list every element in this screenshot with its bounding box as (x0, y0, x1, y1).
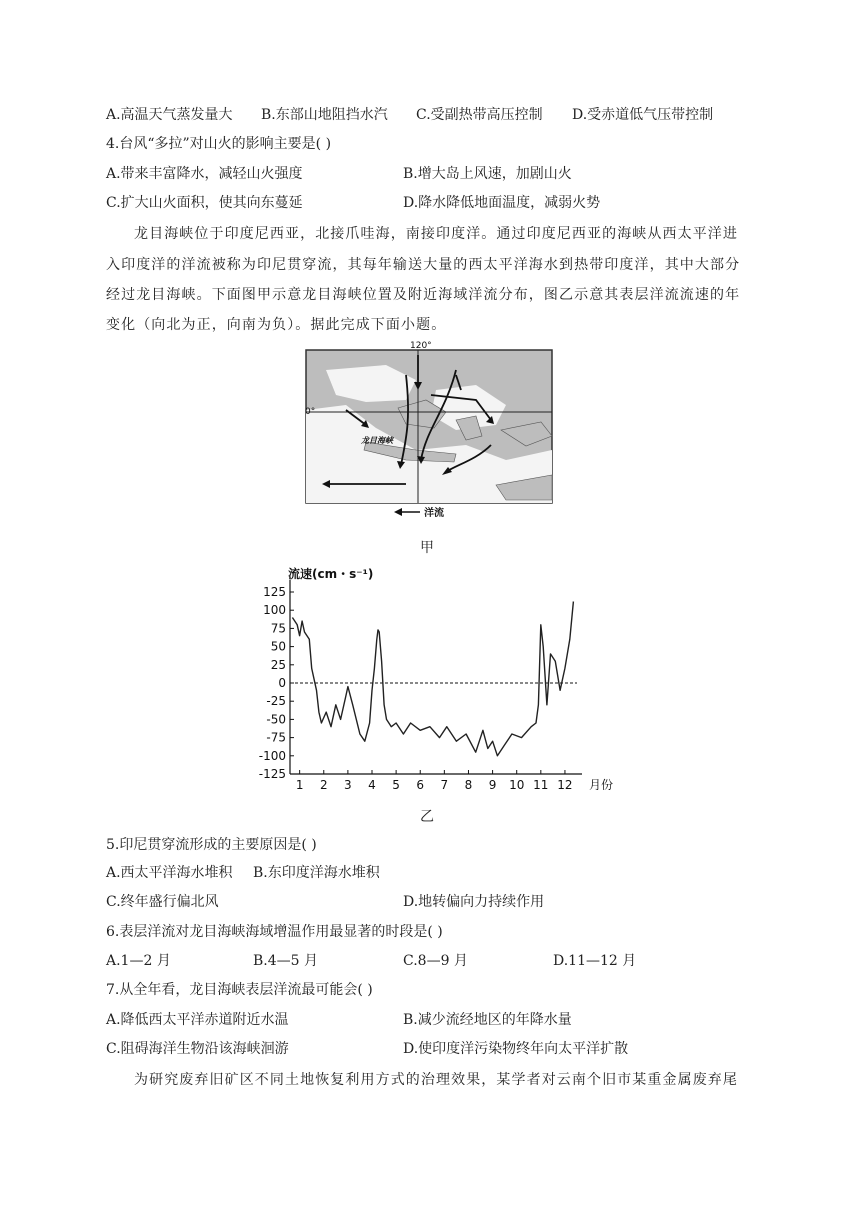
passage-line-1: 龙目海峡位于印度尼西亚，北接爪哇海，南接印度洋。通过印度尼西亚的海峡从西太平洋进 (134, 226, 738, 242)
passage-line-4: 变化（向北为正，向南为负）。据此完成下面小题。 (106, 317, 447, 333)
passage-line-2: 入印度洋的洋流被称为印尼贯穿流，其每年输送大量的西太平洋海水到热带印度洋，其中大部分 (106, 257, 741, 273)
series-line (292, 602, 573, 756)
y-tick-label: -75 (266, 730, 286, 745)
x-tick-label: 12 (557, 778, 573, 792)
q7-stem: 7.从全年看，龙目海峡表层洋流最可能会( ) (106, 982, 373, 998)
map-lon-label: 120° (410, 341, 432, 351)
q4-stem: 4.台风“多拉”对山火的影响主要是( ) (106, 136, 332, 152)
x-tick-label: 8 (464, 778, 473, 792)
x-tick-label: 1 (295, 778, 304, 792)
q6-stem: 6.表层洋流对龙目海峡海域增温作用最显著的时段是( ) (106, 924, 443, 940)
y-tick-label: -25 (266, 694, 286, 709)
q5-stem: 5.印尼贯穿流形成的主要原因是( ) (106, 837, 317, 853)
y-tick-label: 75 (270, 621, 286, 636)
q5-option-c: C.终年盛行偏北风 (106, 894, 219, 910)
q5-option-a: A.西太平洋海水堆积 (106, 865, 233, 881)
next-passage-line: 为研究废弃旧矿区不同土地恢复利用方式的治理效果，某学者对云南个旧市某重金属废弃尾 (134, 1072, 738, 1088)
x-tick-label: 9 (488, 778, 497, 792)
q7-option-b: B.减少流经地区的年降水量 (403, 1012, 572, 1028)
y-tick-label: 50 (270, 639, 286, 654)
y-tick-label: -50 (266, 712, 286, 727)
map-strait-label: 龙目海峡 (361, 435, 393, 445)
q7-option-d: D.使印度洋污染物终年向太平洋扩散 (403, 1041, 629, 1057)
q6-option-d: D.11—12 月 (553, 953, 637, 969)
ocean-current-map (305, 341, 552, 503)
x-tick-label: 3 (344, 778, 352, 792)
q6-option-a: A.1—2 月 (106, 953, 171, 969)
q4-option-a: A.带来丰富降水，减轻山火强度 (106, 166, 303, 182)
x-tick-label: 10 (509, 778, 525, 792)
chart-caption: 乙 (420, 809, 434, 825)
y-tick-label: -125 (258, 767, 286, 781)
y-tick-label: 25 (270, 657, 286, 672)
y-tick-label: 0 (278, 676, 286, 690)
x-tick-label: 11 (533, 778, 549, 792)
q6-option-b: B.4—5 月 (253, 953, 319, 969)
q4-option-c: C.扩大山火面积，使其向东蔓延 (106, 195, 303, 211)
q7-option-c: C.阻碍海洋生物沿该海峡洄游 (106, 1041, 289, 1057)
map-caption: 甲 (420, 540, 434, 556)
x-tick-label: 5 (392, 778, 400, 792)
map-legend (390, 504, 480, 520)
map-lat-label: 0° (305, 407, 316, 417)
y-tick-label: -100 (258, 748, 286, 763)
q7-option-a: A.降低西太平洋赤道附近水温 (106, 1012, 289, 1028)
q6-option-c: C.8—9 月 (403, 953, 468, 969)
q5-option-b: B.东印度洋海水堆积 (253, 865, 380, 881)
q4-option-b: B.增大岛上风速，加剧山火 (403, 166, 572, 182)
x-tick-label: 6 (416, 778, 425, 792)
q4-option-d: D.降水降低地面温度，减弱火势 (403, 195, 601, 211)
x-tick-label: 2 (319, 778, 328, 792)
q5-option-d: D.地转偏向力持续作用 (403, 894, 545, 910)
passage-line-3: 经过龙目海峡。下面图甲示意龙目海峡位置及附近海域洋流分布，图乙示意其表层洋流流速的年 (106, 287, 741, 303)
current-speed-chart (252, 562, 612, 802)
q3-option-b: B.东部山地阻挡水汽 (261, 107, 388, 123)
q3-option-d: D.受赤道低气压带控制 (572, 107, 714, 123)
q3-option-c: C.受副热带高压控制 (416, 107, 543, 123)
q3-option-a: A.高温天气蒸发量大 (106, 107, 233, 123)
x-axis-label: 月份 (589, 778, 614, 792)
y-tick-label: 100 (263, 603, 286, 618)
y-tick-label: 125 (263, 585, 286, 599)
x-tick-label: 7 (440, 778, 449, 792)
x-tick-label: 4 (368, 778, 376, 792)
map-legend-label: 洋流 (424, 508, 444, 519)
y-axis-label: 流速(cm・s⁻¹) (288, 567, 374, 581)
